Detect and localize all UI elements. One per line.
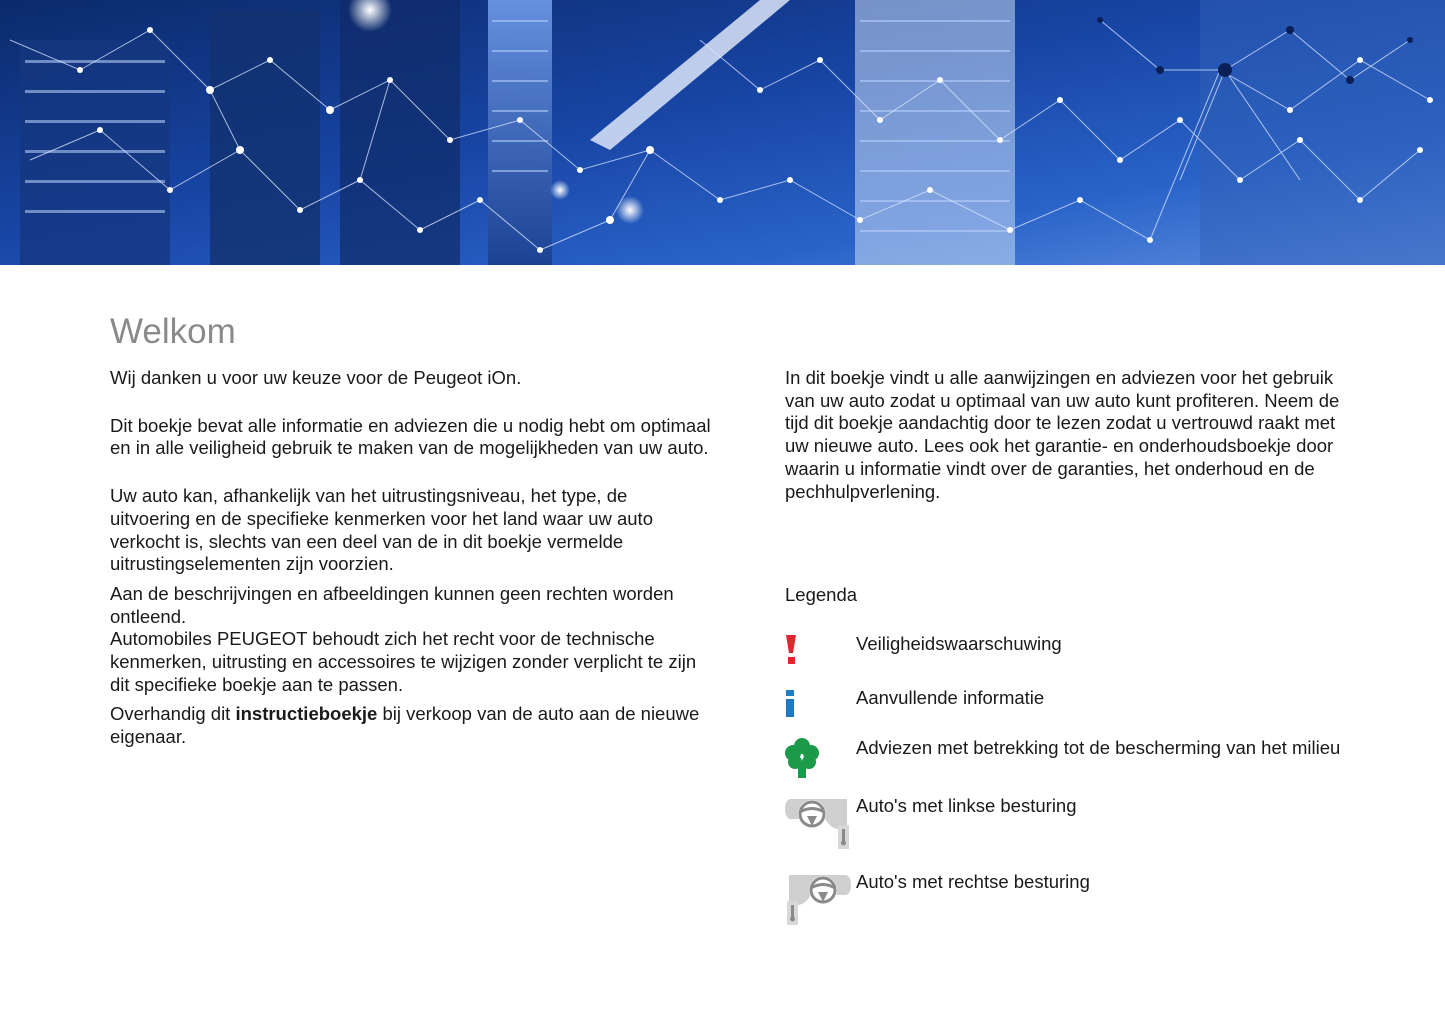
legend-label-right-hand-drive: Auto's met rechtse besturing — [856, 871, 1090, 892]
equipment-paragraph: Uw auto kan, afhankelijk van het uitrustingsniveau, het type, de uitvoering en de specifieke kenmerken voor het land waar uw auto verkocht is, slechts van een deel van de in dit boekje vermelde uitrustingselementen zijn voorzien. — [110, 485, 653, 575]
handover-text-bold: instructieboekje — [235, 703, 378, 725]
left-hand-drive-icon — [785, 795, 851, 856]
tree-icon — [785, 737, 819, 784]
legend-label-environment: Adviezen met betrekking tot de bescherming van het milieu — [856, 737, 1341, 758]
legend-label-warning: Veiligheidswaarschuwing — [856, 633, 1062, 654]
left-text-column — [110, 367, 735, 749]
intro-paragraph: Wij danken u voor uw keuze voor de Peugeot iOn. — [110, 367, 522, 388]
rights-paragraph: Aan de beschrijvingen en afbeeldingen kunnen geen rechten worden ontleend. Automobiles PEUGEOT behoudt zich het recht voor de technische kenmerken, uitrusting en accessoires te wijzigen zonder verplicht te zijn dit specifieke boekje aan te passen. — [110, 582, 697, 695]
handover-paragraph — [110, 703, 735, 748]
legend-item-left-hand-drive — [785, 795, 1385, 855]
right-text-column — [785, 367, 1370, 503]
handover-text-end: bij verkoop van de auto aan de nieuwe eigenaar. — [110, 703, 700, 748]
handover-text-start: Overhandig dit — [110, 703, 236, 725]
right-hand-drive-icon — [785, 871, 851, 932]
header-banner-image — [0, 0, 1445, 265]
page-title: Welkom — [110, 312, 236, 351]
network-city-illustration — [0, 0, 1445, 265]
legend-label-info: Aanvullende informatie — [856, 687, 1045, 708]
legend-item-warning — [785, 633, 1385, 693]
legend-item-right-hand-drive — [785, 871, 1385, 931]
legend-label-left-hand-drive: Auto's met linkse besturing — [856, 795, 1077, 816]
booklet-usage-paragraph: In dit boekje vindt u alle aanwijzingen en adviezen voor het gebruik van uw auto zodat u optimaal van uw auto kunt profiteren. Neem de tijd dit boekje aandachtig door te lezen zodat u vertrouwd raakt met uw nieuwe auto. Lees ook het garantie- en onderhoudsboekje door waarin u informatie vindt over de garanties, het onderhoud en de pechhulpverlening. — [785, 367, 1340, 502]
legend-title: Legenda — [785, 584, 858, 605]
info-icon — [785, 687, 797, 724]
booklet-info-paragraph: Dit boekje bevat alle informatie en adviezen die u nodig hebt om optimaal en in alle veiligheid gebruik te maken van de mogelijkheden van uw auto. — [110, 414, 711, 459]
legend-item-environment — [785, 737, 1385, 797]
exclamation-icon — [785, 633, 799, 670]
